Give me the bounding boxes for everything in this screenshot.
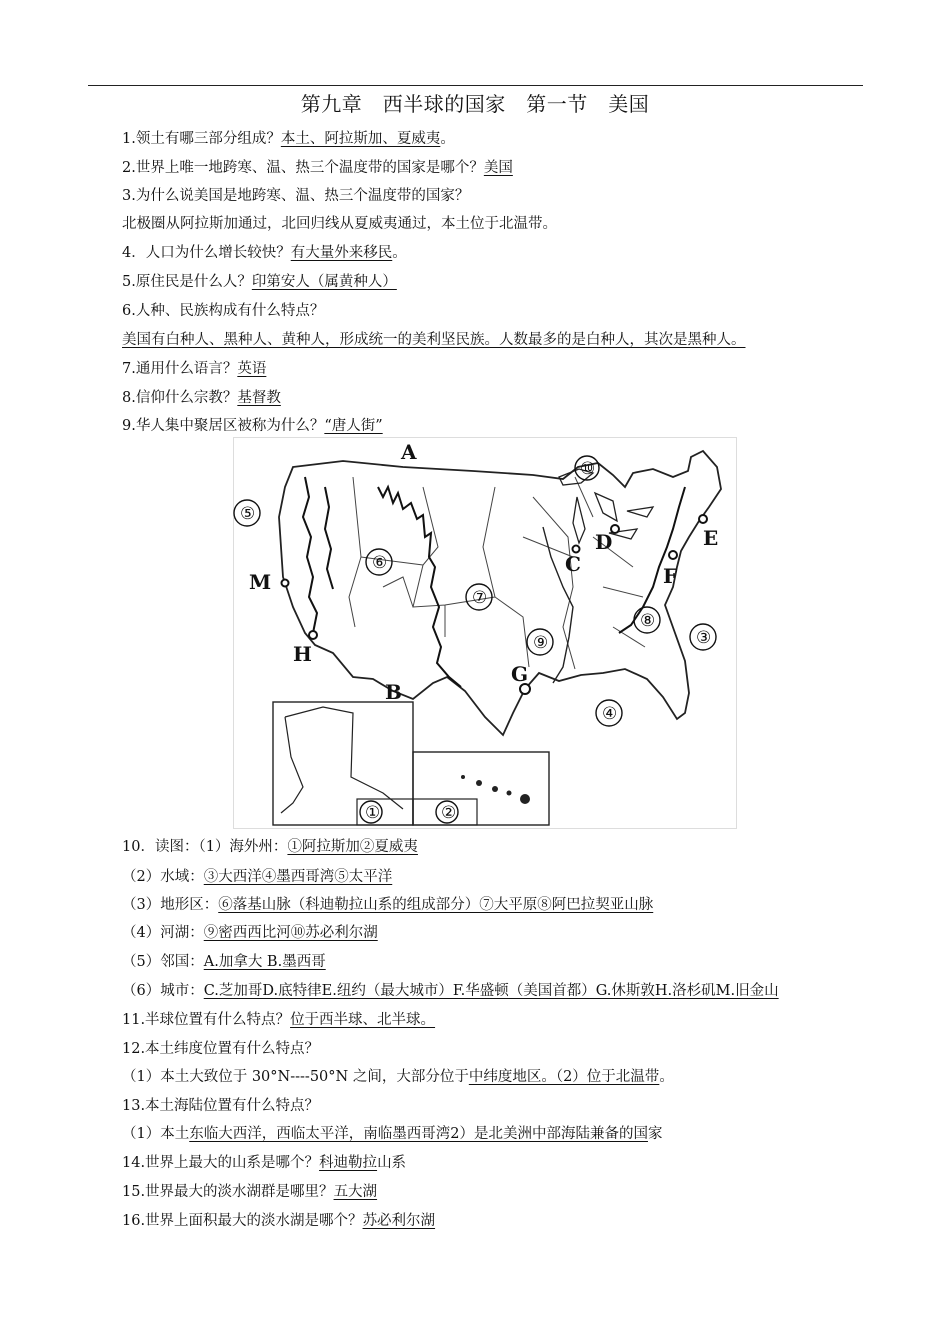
map-number-9: ⑨ xyxy=(533,633,549,653)
trailing-text: 家 xyxy=(647,1126,663,1142)
map-number-3: ③ xyxy=(696,628,712,648)
answer-text: 中纬度地区。（2）位于北温带 xyxy=(468,1069,660,1085)
answer-text: 位于西半球、北半球。 xyxy=(290,1012,436,1028)
question-text: （1）本土大致位于 30°N----50°N 之间，大部分位于 xyxy=(122,1069,469,1085)
qa-line-6 xyxy=(122,299,324,320)
question-text: 7.通用什么语言？ xyxy=(122,361,238,377)
qa2-line-12-1 xyxy=(122,1065,674,1086)
map-number-6: ⑥ xyxy=(372,553,388,573)
question-text: 11.半球位置有什么特点？ xyxy=(122,1012,291,1028)
question-text: 12.本土纬度位置有什么特点？ xyxy=(122,1041,320,1057)
question-text: （5）邻国： xyxy=(122,954,204,970)
map-letter-a: A xyxy=(401,440,417,464)
map-letter-f: F xyxy=(663,564,678,588)
map-letter-d: D xyxy=(595,530,613,554)
map-letter-m: M xyxy=(249,570,272,594)
question-text: 5.原住民是什么人？ xyxy=(122,274,252,290)
answer-text: 美国有白种人、黑种人、黄种人，形成统一的美利坚民族。人数最多的是白种人，其次是黑种人。 xyxy=(122,332,746,348)
qa-line-5 xyxy=(122,270,397,291)
answer-text: “唐人街” xyxy=(324,418,383,434)
question-text: 1.领土有哪三部分组成？ xyxy=(122,131,281,147)
qa2-line-10 xyxy=(122,835,418,856)
answer-text: 北极圈从阿拉斯加通过，北回归线从夏威夷通过，本土位于北温带。 xyxy=(122,216,557,232)
answer-text: 有大量外来移民 xyxy=(290,245,393,261)
qa2-line-13 xyxy=(122,1094,319,1115)
usa-map-svg xyxy=(233,437,737,829)
map-number-4: ④ xyxy=(602,704,618,724)
qa-line-6-answer xyxy=(122,328,746,349)
qa-line-3 xyxy=(122,184,469,205)
question-text: 13.本土海陆位置有什么特点？ xyxy=(122,1098,320,1114)
question-text: 8.信仰什么宗教？ xyxy=(122,390,238,406)
qa2-line-10-5 xyxy=(122,950,326,971)
trailing-text: 山系 xyxy=(377,1155,407,1171)
map-number-5: ⑤ xyxy=(240,504,256,524)
question-text: （4）河湖： xyxy=(122,925,204,941)
map-number-8: ⑧ xyxy=(640,611,656,631)
question-text: 3.为什么说美国是地跨寒、温、热三个温度带的国家？ xyxy=(122,188,470,204)
qa-line-2 xyxy=(122,156,513,177)
trailing-text: 。 xyxy=(392,245,407,261)
question-text: （2）水域： xyxy=(122,869,204,885)
answer-text: 东临大西洋，西临太平洋，南临墨西哥湾2）是北美洲中部海陆兼备的国 xyxy=(189,1126,648,1142)
qa2-line-13-1 xyxy=(122,1122,662,1143)
question-text: （3）地形区： xyxy=(122,897,219,913)
question-text: （6）城市： xyxy=(122,983,204,999)
qa2-line-10-6 xyxy=(122,979,779,1000)
question-text: 4．人口为什么增长较快？ xyxy=(122,245,291,261)
qa2-line-15 xyxy=(122,1180,377,1201)
map-letter-g: G xyxy=(511,662,529,686)
qa2-line-11 xyxy=(122,1008,435,1029)
qa2-line-14 xyxy=(122,1151,406,1172)
header-rule xyxy=(88,85,863,86)
question-text: 10．读图：（1）海外州： xyxy=(122,839,288,855)
qa2-line-12 xyxy=(122,1037,319,1058)
answer-text: 美国 xyxy=(483,160,513,176)
map-number-7: ⑦ xyxy=(472,588,488,608)
trailing-text: 。 xyxy=(440,131,455,147)
qa2-line-16 xyxy=(122,1209,435,1230)
question-text: 6.人种、民族构成有什么特点？ xyxy=(122,303,325,319)
qa-line-1 xyxy=(122,127,455,148)
answer-text: ⑨密西西比河⑩苏必利尔湖 xyxy=(203,925,378,941)
answer-text: 本土、阿拉斯加、夏威夷 xyxy=(280,131,441,147)
qa-line-8 xyxy=(122,386,281,407)
trailing-text: 。 xyxy=(659,1069,674,1085)
qa-line-3-answer xyxy=(122,212,557,233)
answer-text: 科迪勒拉 xyxy=(319,1155,378,1171)
answer-text: A.加拿大 B.墨西哥 xyxy=(203,954,326,970)
qa-line-4 xyxy=(122,241,407,262)
map-letter-b: B xyxy=(385,680,402,704)
usa-map xyxy=(233,437,737,829)
question-text: 16.世界上面积最大的淡水湖是哪个？ xyxy=(122,1213,363,1229)
qa2-line-10-3 xyxy=(122,893,653,914)
qa-line-9 xyxy=(122,414,383,435)
map-letter-e: E xyxy=(703,526,719,550)
map-number-10: ⑩ xyxy=(580,459,596,479)
answer-text: 英语 xyxy=(237,361,267,377)
answer-text: ③大西洋④墨西哥湾⑤太平洋 xyxy=(203,869,393,885)
question-text: 2.世界上唯一地跨寒、温、热三个温度带的国家是哪个？ xyxy=(122,160,484,176)
question-text: 9.华人集中聚居区被称为什么？ xyxy=(122,418,325,434)
answer-text: 五大湖 xyxy=(333,1184,378,1200)
answer-text: C.芝加哥D.底特律E.纽约（最大城市）F.华盛顿（美国首都）G.休斯敦H.洛杉矶M.旧金山 xyxy=(203,983,779,999)
answer-text: ①阿拉斯加②夏威夷 xyxy=(287,839,418,855)
map-number-2: ② xyxy=(441,803,457,823)
map-number-1: ① xyxy=(365,803,381,823)
qa-line-7 xyxy=(122,357,266,378)
qa2-line-10-4 xyxy=(122,921,378,942)
answer-text: ⑥落基山脉（科迪勒拉山系的组成部分）⑦大平原⑧阿巴拉契亚山脉 xyxy=(218,897,654,913)
page-title: 第九章 西半球的国家 第一节 美国 xyxy=(300,92,650,116)
map-letter-h: H xyxy=(293,642,312,666)
answer-text: 基督教 xyxy=(237,390,281,406)
question-text: 15.世界最大的淡水湖群是哪里？ xyxy=(122,1184,334,1200)
question-text: （1）本土 xyxy=(122,1126,190,1142)
map-letter-c: C xyxy=(565,552,581,576)
answer-text: 印第安人（属黄种人） xyxy=(251,274,397,290)
answer-text: 苏必利尔湖 xyxy=(362,1213,436,1229)
qa2-line-10-2 xyxy=(122,865,392,886)
question-text: 14.世界上最大的山系是哪个？ xyxy=(122,1155,320,1171)
